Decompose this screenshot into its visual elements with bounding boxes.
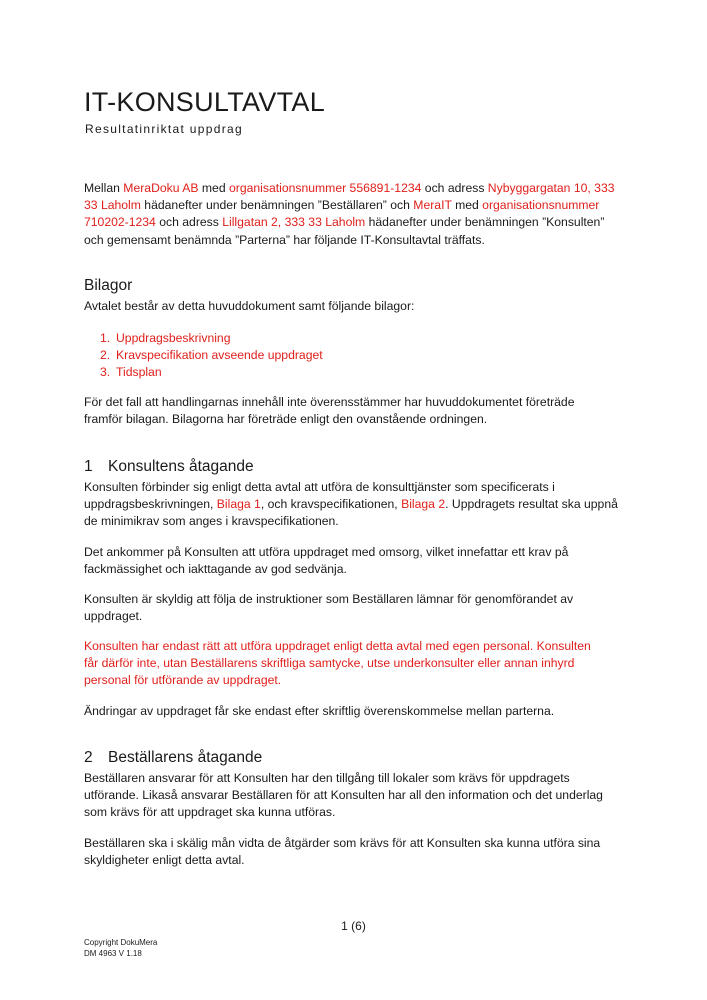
address-1-cont: 33 Laholm bbox=[84, 198, 141, 213]
intro-paragraph bbox=[84, 180, 629, 249]
list-item bbox=[100, 364, 645, 381]
document-subtitle: Resultatinriktat uppdrag bbox=[85, 122, 243, 136]
paragraph-text: , och kravspecifikationen, bbox=[260, 497, 402, 512]
company-name-1: MeraDoku AB bbox=[123, 181, 199, 195]
copyright-text: Copyright DokuMera bbox=[84, 938, 158, 947]
org-number-1: organisationsnummer 556891-1234 bbox=[228, 181, 422, 195]
paragraph-line: Konsulten är skyldig att följa de instruktioner som Beställaren lämnar för genomförandet av bbox=[84, 592, 574, 606]
list-item bbox=[100, 347, 645, 364]
page-number: 1 (6) bbox=[341, 919, 366, 933]
paragraph-line: uppdraget. bbox=[84, 609, 143, 624]
bilagor-list bbox=[100, 330, 645, 382]
paragraph-line: framför bilagan. Bilagorna har företräde enligt den ovanstående ordningen. bbox=[84, 412, 488, 427]
address-2: Lillgatan 2, 333 33 Laholm bbox=[222, 215, 366, 230]
intro-line-1 bbox=[84, 180, 629, 197]
intro-text: hädanefter under benämningen ”Konsulten” bbox=[365, 215, 605, 230]
section1-paragraph-3 bbox=[84, 591, 629, 625]
document-title: IT-KONSULTAVTAL bbox=[84, 87, 326, 117]
list-item-number: 1. bbox=[100, 331, 111, 345]
org-number-2: organisationsnummer bbox=[482, 198, 600, 213]
bilaga-1-reference: Bilaga 1 bbox=[216, 497, 261, 512]
paragraph-line: fackmässighet och iakttagande av god sedvänja. bbox=[84, 562, 347, 577]
list-item-text: Tidsplan bbox=[116, 365, 162, 380]
section1-paragraph-1 bbox=[84, 479, 629, 531]
intro-text: Mellan bbox=[84, 181, 124, 195]
org-number-2-cont: 710202-1234 bbox=[84, 215, 156, 230]
paragraph-line: de minimikrav som anges i kravspecifikationen. bbox=[84, 514, 339, 529]
section1-paragraph-4 bbox=[84, 638, 629, 690]
section2-paragraph-2 bbox=[84, 835, 629, 869]
paragraph-line: Konsulten förbinder sig enligt detta avtal att utföra de konsulttjänster som specificerats i bbox=[84, 480, 555, 494]
list-item-text: Uppdragsbeskrivning bbox=[116, 331, 231, 345]
section-title: Konsultens åtagande bbox=[108, 458, 254, 475]
paragraph-line: Beställaren ansvarar för att Konsulten har den tillgång till lokaler som krävs för uppdragets bbox=[84, 771, 570, 785]
company-name-2: MeraIT bbox=[413, 198, 452, 213]
paragraph-line: Konsulten har endast rätt att utföra uppdraget enligt detta avtal med egen personal. Konsulten bbox=[84, 639, 591, 653]
section-heading-1 bbox=[84, 457, 254, 477]
paragraph-line: För det fall att handlingarnas innehåll inte överensstämmer har huvuddokumentet företräde bbox=[84, 395, 575, 409]
paragraph-line: utförande. Likaså ansvarar Beställaren för att Konsulten har all den information och det underlag bbox=[84, 788, 603, 803]
list-item-number: 2. bbox=[100, 348, 111, 363]
section1-paragraph-2 bbox=[84, 544, 629, 578]
intro-text: med bbox=[451, 198, 483, 213]
bilaga-2-reference: Bilaga 2 bbox=[401, 497, 446, 512]
section-number: 2 bbox=[84, 749, 93, 766]
section-heading-2 bbox=[84, 748, 262, 768]
intro-text: och adress bbox=[421, 181, 488, 195]
section1-paragraph-5: Ändringar av uppdraget får ske endast efter skriftlig överenskommelse mellan parterna. bbox=[84, 704, 555, 718]
section2-paragraph-1 bbox=[84, 770, 629, 822]
bilagor-precedence-paragraph bbox=[84, 394, 629, 428]
list-item bbox=[100, 330, 645, 347]
intro-line-2 bbox=[84, 197, 629, 214]
paragraph-line: får därför inte, utan Beställarens skriftliga samtycke, utse underkonsulter eller annan inhyrd bbox=[84, 656, 575, 671]
address-1: Nybyggargatan 10, 333 bbox=[487, 181, 615, 195]
paragraph-line: skyldigheter enligt detta avtal. bbox=[84, 853, 245, 868]
list-item-text: Kravspecifikation avseende uppdraget bbox=[116, 348, 323, 363]
intro-text: med bbox=[198, 181, 229, 195]
intro-text: och adress bbox=[155, 215, 223, 230]
footer-copyright bbox=[84, 938, 157, 959]
paragraph-line bbox=[84, 496, 629, 513]
paragraph-text: uppdragsbeskrivningen, bbox=[84, 497, 217, 512]
list-item-number: 3. bbox=[100, 365, 111, 380]
paragraph-line: som krävs för att uppdraget ska kunna utföras. bbox=[84, 805, 336, 820]
section-title: Beställarens åtagande bbox=[108, 749, 263, 766]
paragraph-text: . Uppdragets resultat ska uppnå bbox=[445, 497, 618, 512]
intro-text: hädanefter under benämningen ”Beställaren” och bbox=[140, 198, 414, 213]
paragraph-line: personal för utförande av uppdraget. bbox=[84, 673, 282, 688]
section-heading-bilagor: Bilagor bbox=[84, 277, 133, 294]
paragraph-line: Det ankommer på Konsulten att utföra uppdraget med omsorg, vilket innefattar ett krav på bbox=[84, 545, 569, 559]
document-number: DM 4963 V 1.18 bbox=[84, 948, 142, 958]
intro-line-3 bbox=[84, 214, 629, 231]
intro-line-4: och gemensamt benämnda ”Parterna” har följande IT-Konsultavtal träffats. bbox=[84, 232, 485, 247]
paragraph-line: Beställaren ska i skälig mån vidta de åtgärder som krävs för att Konsulten ska kunna utföra sina bbox=[84, 836, 601, 850]
section-number: 1 bbox=[84, 458, 93, 475]
bilagor-lead: Avtalet består av detta huvuddokument samt följande bilagor: bbox=[84, 299, 415, 313]
